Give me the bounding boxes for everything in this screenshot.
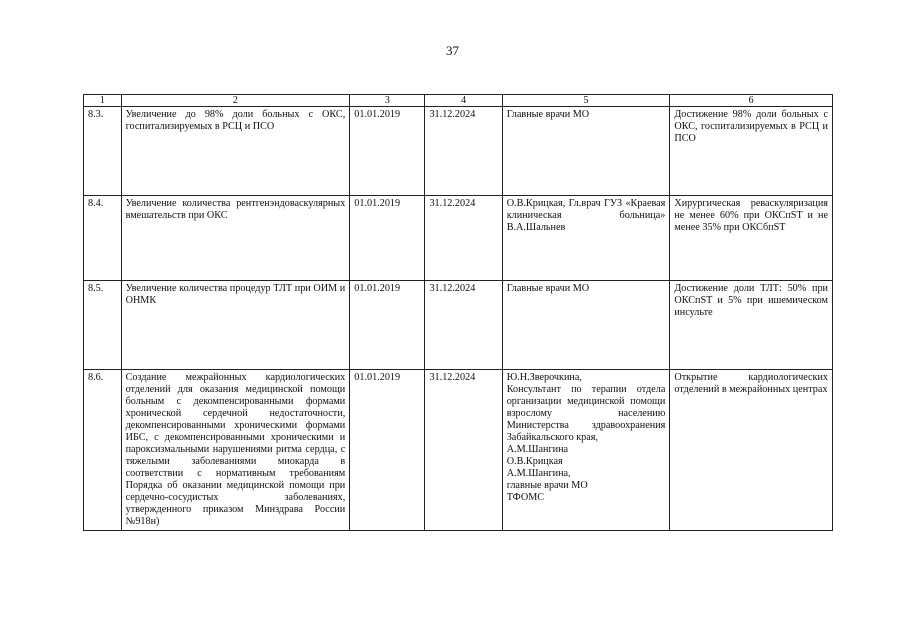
task-cell: Увеличение количества процедур ТЛТ при ОИМ и ОНМК xyxy=(121,281,350,370)
end-date-cell: 31.12.2024 xyxy=(425,281,502,370)
responsible-cell: Главные врачи МО xyxy=(502,281,670,370)
start-date-cell: 01.01.2019 xyxy=(350,370,425,531)
responsible-cell: Главные врачи МО xyxy=(502,107,670,196)
result-cell: Достижение доли ТЛТ: 50% при ОКСпST и 5% при ишемическом инсульте xyxy=(670,281,833,370)
responsible-line: Ю.Н.Зверочкина, xyxy=(506,372,582,383)
row-number: 8.3. xyxy=(84,107,122,196)
result-cell: Открытие кардиологических отделений в межрайонных центрах xyxy=(670,370,833,531)
responsible-line: ТФОМС xyxy=(506,492,545,503)
table-row xyxy=(84,281,833,370)
responsible-cell xyxy=(502,370,670,531)
table-header-row xyxy=(84,95,833,107)
column-header: 4 xyxy=(425,95,502,107)
responsible-line: О.В.Крицкая xyxy=(506,456,563,467)
row-number: 8.4. xyxy=(84,196,122,281)
task-cell: Увеличение количества рентгенэндоваскулярных вмешательств при ОКС xyxy=(121,196,350,281)
column-header: 5 xyxy=(502,95,670,107)
table-row xyxy=(84,370,833,531)
column-header: 2 xyxy=(121,95,350,107)
column-header: 1 xyxy=(84,95,122,107)
responsible-line: главные врачи МО xyxy=(506,480,588,491)
responsible-line: А.М.Шангина xyxy=(506,444,569,455)
task-cell: Создание межрайонных кардиологических отделений для оказания медицинской помощи больным с декомпенсированными формами хронической сердечной недостаточности, декомпенсированными хроническими формами ИБС, с декомпенсированными хроническими и пароксизмальными нарушениями ритма сердца, с тяжелыми заболеваниями миокарда в соответствии с нормативным требованиям Порядка об оказании медицинской помощи при сердечно-сосудистых заболеваниях, утвержденного приказом Минздрава России №918н) xyxy=(121,370,350,531)
end-date-cell: 31.12.2024 xyxy=(425,107,502,196)
task-cell: Увеличение до 98% доли больных с ОКС, госпитализируемых в РСЦ и ПСО xyxy=(121,107,350,196)
start-date-cell: 01.01.2019 xyxy=(350,281,425,370)
result-cell: Хирургическая реваскуляризация не менее 60% при ОКСпST и не менее 35% при ОКСбпST xyxy=(670,196,833,281)
responsible-line: Консультант по терапии отдела организации медицинской помощи взрослому населению Министерства здравоохранения Забайкальского края, xyxy=(506,384,666,443)
row-number: 8.5. xyxy=(84,281,122,370)
result-cell: Достижение 98% доли больных с ОКС, госпитализируемых в РСЦ и ПСО xyxy=(670,107,833,196)
action-plan-table xyxy=(83,94,833,531)
column-header: 3 xyxy=(350,95,425,107)
page-number: 37 xyxy=(446,43,459,58)
responsible-line: А.М.Шангина, xyxy=(506,468,571,479)
column-header: 6 xyxy=(670,95,833,107)
end-date-cell: 31.12.2024 xyxy=(425,370,502,531)
start-date-cell: 01.01.2019 xyxy=(350,196,425,281)
row-number: 8.6. xyxy=(84,370,122,531)
end-date-cell: 31.12.2024 xyxy=(425,196,502,281)
table-row xyxy=(84,196,833,281)
start-date-cell: 01.01.2019 xyxy=(350,107,425,196)
table-row xyxy=(84,107,833,196)
responsible-cell: О.В.Крицкая, Гл.врач ГУЗ «Краевая клиническая больница» В.А.Шальнев xyxy=(502,196,670,281)
